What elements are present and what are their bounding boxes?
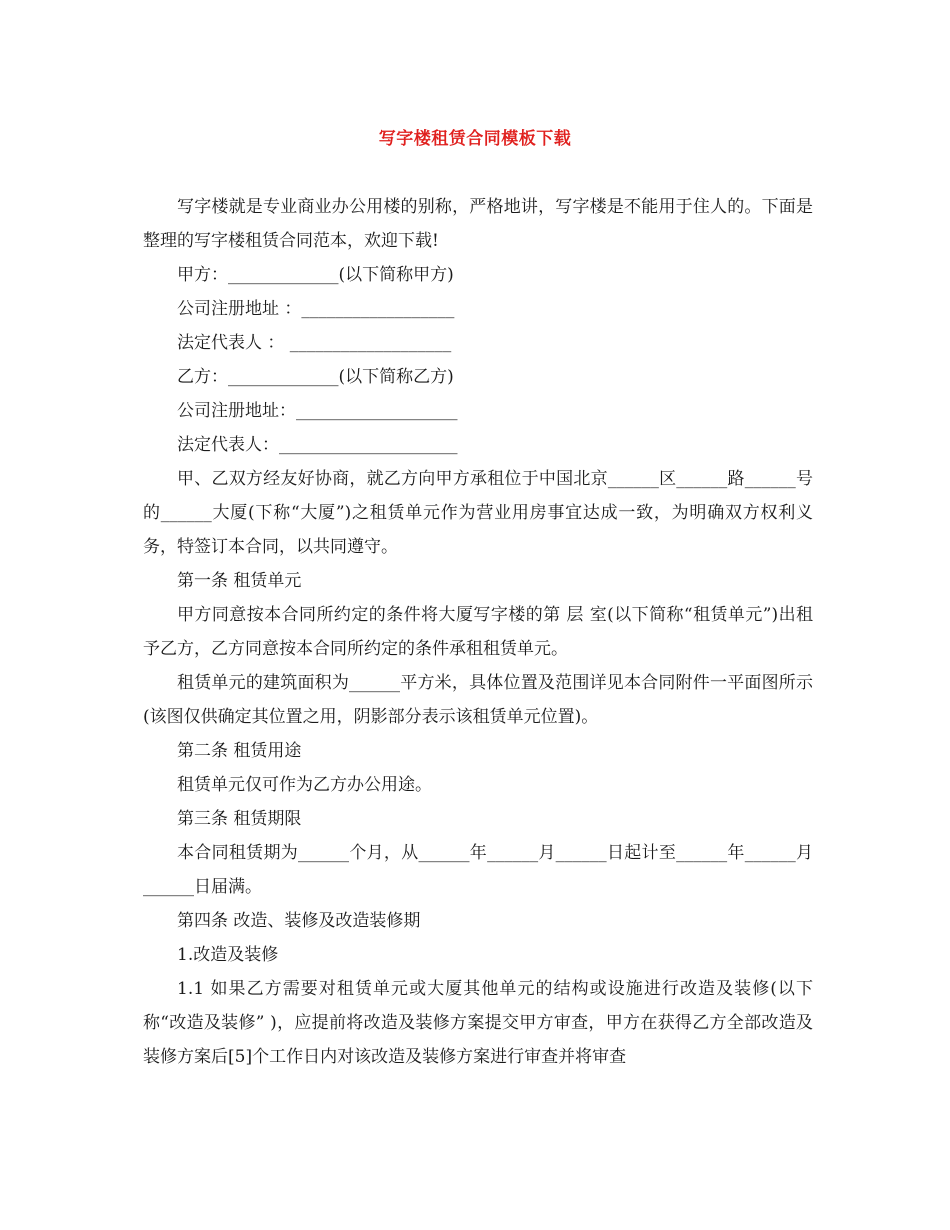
- paragraph-party-b: 乙方：_____________(以下简称乙方): [177, 367, 454, 387]
- heading-article-4: 第四条 改造、装修及改造装修期: [177, 911, 421, 931]
- paragraph-article-3: 本合同租赁期为______个月，从______年______月______日起计至______年______月______日届满。: [143, 843, 813, 897]
- paragraph-party-b-address: 公司注册地址：___________________: [177, 401, 458, 421]
- heading-article-1: 第一条 租赁单元: [177, 571, 302, 591]
- paragraph-party-a-address: 公司注册地址 ：__________________: [177, 299, 455, 319]
- document-title: 写字楼租赁合同模板下载: [378, 129, 572, 149]
- paragraph-article-4-item-1-1: 1.1 如果乙方需要对租赁单元或大厦其他单元的结构或设施进行改造及装修(以下称“改造及装修” )，应提前将改造及装修方案提交甲方审查，甲方在获得乙方全部改造及装修方案后[5]个工作日内对该改造及装修方案进行审查并将审查: [143, 979, 813, 1067]
- paragraph-article-2: 租赁单元仅可作为乙方办公用途。: [177, 775, 432, 795]
- paragraph-article-1-area: 租赁单元的建筑面积为______平方米，具体位置及范围详见本合同附件一平面图所示(该图仅供确定其位置之用，阴影部分表示该租赁单元位置)。: [143, 673, 813, 727]
- heading-article-4-item-1: 1.改造及装修: [177, 945, 279, 965]
- paragraph-party-a-representative: 法定代表人 ： ___________________: [177, 333, 452, 353]
- heading-article-3: 第三条 租赁期限: [177, 809, 302, 829]
- document-body: [143, 190, 813, 1074]
- paragraph-party-b-representative: 法定代表人：_____________________: [177, 435, 458, 455]
- paragraph-agreement: 甲、乙双方经友好协商，就乙方向甲方承租位于中国北京______区______路______号的______大厦(下称“大厦”)之租赁单元作为营业用房事宜达成一致，为明确双方权利义务，特签订本合同，以共同遵守。: [143, 469, 813, 557]
- paragraph-article-1-unit: 甲方同意按本合同所约定的条件将大厦写字楼的第 层 室(以下简称“租赁单元”)出租予乙方，乙方同意按本合同所约定的条件承租租赁单元。: [143, 605, 813, 659]
- paragraph-intro: 写字楼就是专业商业办公用楼的别称，严格地讲，写字楼是不能用于住人的。下面是整理的写字楼租赁合同范本，欢迎下载!: [143, 197, 813, 251]
- heading-article-2: 第二条 租赁用途: [177, 741, 302, 761]
- paragraph-party-a: 甲方：_____________(以下简称甲方): [177, 265, 454, 285]
